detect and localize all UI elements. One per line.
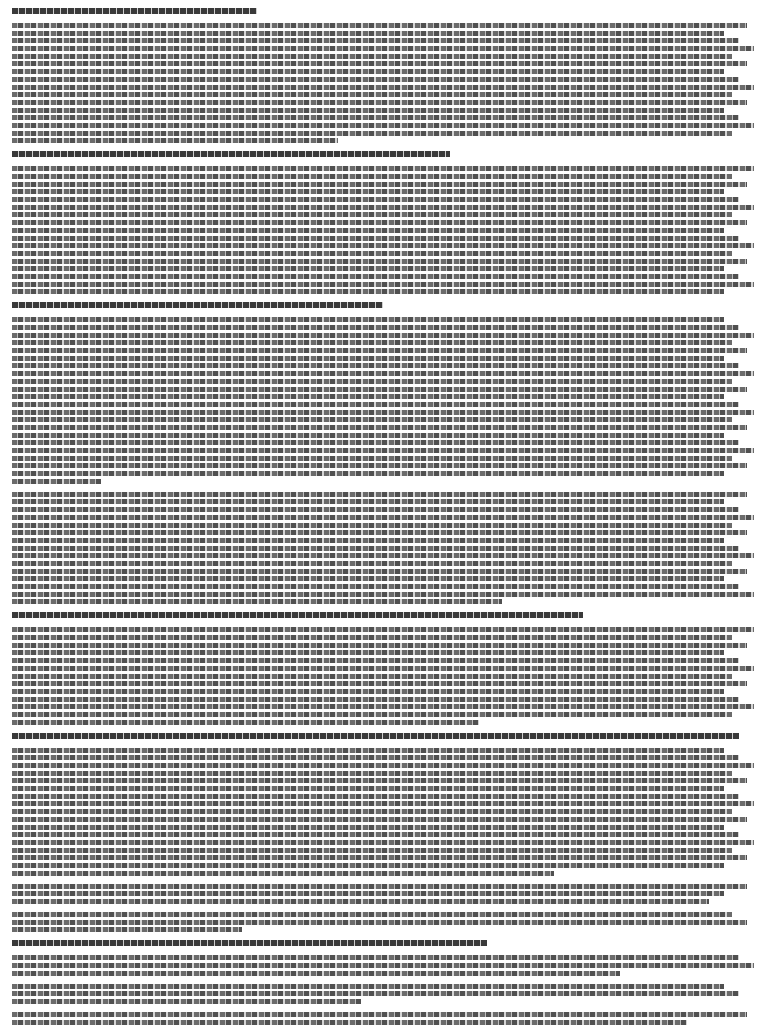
text-line xyxy=(12,425,747,430)
text-line xyxy=(12,666,754,671)
paragraph xyxy=(12,912,754,932)
text-line xyxy=(12,689,724,694)
text-line xyxy=(12,197,739,202)
text-line xyxy=(12,205,754,210)
text-line xyxy=(12,561,732,566)
text-line xyxy=(12,817,747,822)
text-line xyxy=(12,8,257,14)
text-line xyxy=(12,236,739,241)
text-line xyxy=(12,31,724,36)
text-line xyxy=(12,174,732,179)
text-line xyxy=(12,912,732,917)
text-line xyxy=(12,1012,747,1017)
text-line xyxy=(12,855,747,860)
text-line xyxy=(12,592,754,597)
text-line xyxy=(12,356,724,361)
text-line xyxy=(12,984,724,989)
section-heading xyxy=(12,612,754,625)
text-line xyxy=(12,456,732,461)
text-line xyxy=(12,492,747,497)
text-line xyxy=(12,612,583,618)
text-line xyxy=(12,138,338,143)
text-line xyxy=(12,848,732,853)
text-line xyxy=(12,599,502,604)
text-line xyxy=(12,433,724,438)
text-line xyxy=(12,1020,687,1025)
text-line xyxy=(12,681,747,686)
paragraph xyxy=(12,492,754,605)
text-line xyxy=(12,189,724,194)
text-line xyxy=(12,674,732,679)
text-line xyxy=(12,266,724,271)
text-line xyxy=(12,243,754,248)
text-line xyxy=(12,920,747,925)
text-line xyxy=(12,54,732,59)
text-line xyxy=(12,379,732,384)
text-line xyxy=(12,448,754,453)
text-line xyxy=(12,23,747,28)
text-line xyxy=(12,340,732,345)
text-line xyxy=(12,825,724,830)
text-line xyxy=(12,576,724,581)
text-line xyxy=(12,289,724,294)
text-line xyxy=(12,704,754,709)
text-line xyxy=(12,650,724,655)
text-line xyxy=(12,363,739,368)
text-line xyxy=(12,394,724,399)
text-line xyxy=(12,507,739,512)
text-line xyxy=(12,166,754,171)
text-line xyxy=(12,251,732,256)
text-line xyxy=(12,499,724,504)
text-line xyxy=(12,899,709,904)
text-line xyxy=(12,733,739,739)
paragraph xyxy=(12,748,754,876)
text-line xyxy=(12,69,724,74)
text-line xyxy=(12,720,479,725)
text-line xyxy=(12,92,732,97)
text-line xyxy=(12,940,487,946)
text-line xyxy=(12,584,739,589)
text-line xyxy=(12,891,724,896)
text-line xyxy=(12,410,754,415)
text-line xyxy=(12,884,747,889)
text-line xyxy=(12,440,739,445)
text-line xyxy=(12,100,747,105)
text-line xyxy=(12,479,101,484)
text-line xyxy=(12,955,739,960)
section-heading xyxy=(12,151,754,164)
section-heading xyxy=(12,733,754,746)
text-line xyxy=(12,220,747,225)
text-line xyxy=(12,463,747,468)
text-line xyxy=(12,971,620,976)
text-line xyxy=(12,569,747,574)
text-line xyxy=(12,61,747,66)
paragraph xyxy=(12,166,754,294)
paragraph xyxy=(12,23,754,143)
text-line xyxy=(12,546,739,551)
text-line xyxy=(12,402,739,407)
text-line xyxy=(12,809,732,814)
text-line xyxy=(12,801,754,806)
text-line xyxy=(12,530,747,535)
section-heading xyxy=(12,302,754,315)
text-line xyxy=(12,85,754,90)
text-line xyxy=(12,643,747,648)
text-line xyxy=(12,999,361,1004)
text-line xyxy=(12,755,739,760)
text-line xyxy=(12,863,724,868)
text-line xyxy=(12,963,754,968)
paragraph xyxy=(12,627,754,724)
text-line xyxy=(12,794,739,799)
text-line xyxy=(12,115,739,120)
text-line xyxy=(12,712,732,717)
paragraph xyxy=(12,955,754,975)
text-line xyxy=(12,627,754,632)
section-heading xyxy=(12,940,754,953)
text-line xyxy=(12,46,754,51)
text-line xyxy=(12,778,747,783)
text-line xyxy=(12,38,739,43)
text-line xyxy=(12,302,383,308)
text-line xyxy=(12,387,747,392)
text-line xyxy=(12,348,747,353)
paragraph xyxy=(12,884,754,904)
text-line xyxy=(12,840,754,845)
text-line xyxy=(12,417,732,422)
text-line xyxy=(12,371,754,376)
text-line xyxy=(12,108,724,113)
text-line xyxy=(12,471,724,476)
text-line xyxy=(12,748,724,753)
paragraph xyxy=(12,317,754,483)
text-line xyxy=(12,274,739,279)
text-line xyxy=(12,927,242,932)
text-line xyxy=(12,991,739,996)
text-line xyxy=(12,538,724,543)
text-line xyxy=(12,123,754,128)
text-line xyxy=(12,228,724,233)
text-line xyxy=(12,832,739,837)
text-line xyxy=(12,635,732,640)
text-line xyxy=(12,763,754,768)
text-line xyxy=(12,77,739,82)
text-line xyxy=(12,212,732,217)
paragraph xyxy=(12,1012,754,1025)
text-line xyxy=(12,786,724,791)
text-line xyxy=(12,553,754,558)
text-line xyxy=(12,523,732,528)
text-line xyxy=(12,333,754,338)
section-heading xyxy=(12,8,754,21)
text-line xyxy=(12,151,450,157)
text-line xyxy=(12,771,732,776)
text-line xyxy=(12,515,754,520)
text-line xyxy=(12,182,747,187)
text-line xyxy=(12,325,739,330)
text-line xyxy=(12,131,732,136)
text-line xyxy=(12,317,724,322)
text-line xyxy=(12,871,554,876)
paragraph xyxy=(12,984,754,1004)
text-line xyxy=(12,658,739,663)
text-line xyxy=(12,259,747,264)
text-line xyxy=(12,697,739,702)
text-line xyxy=(12,282,754,287)
